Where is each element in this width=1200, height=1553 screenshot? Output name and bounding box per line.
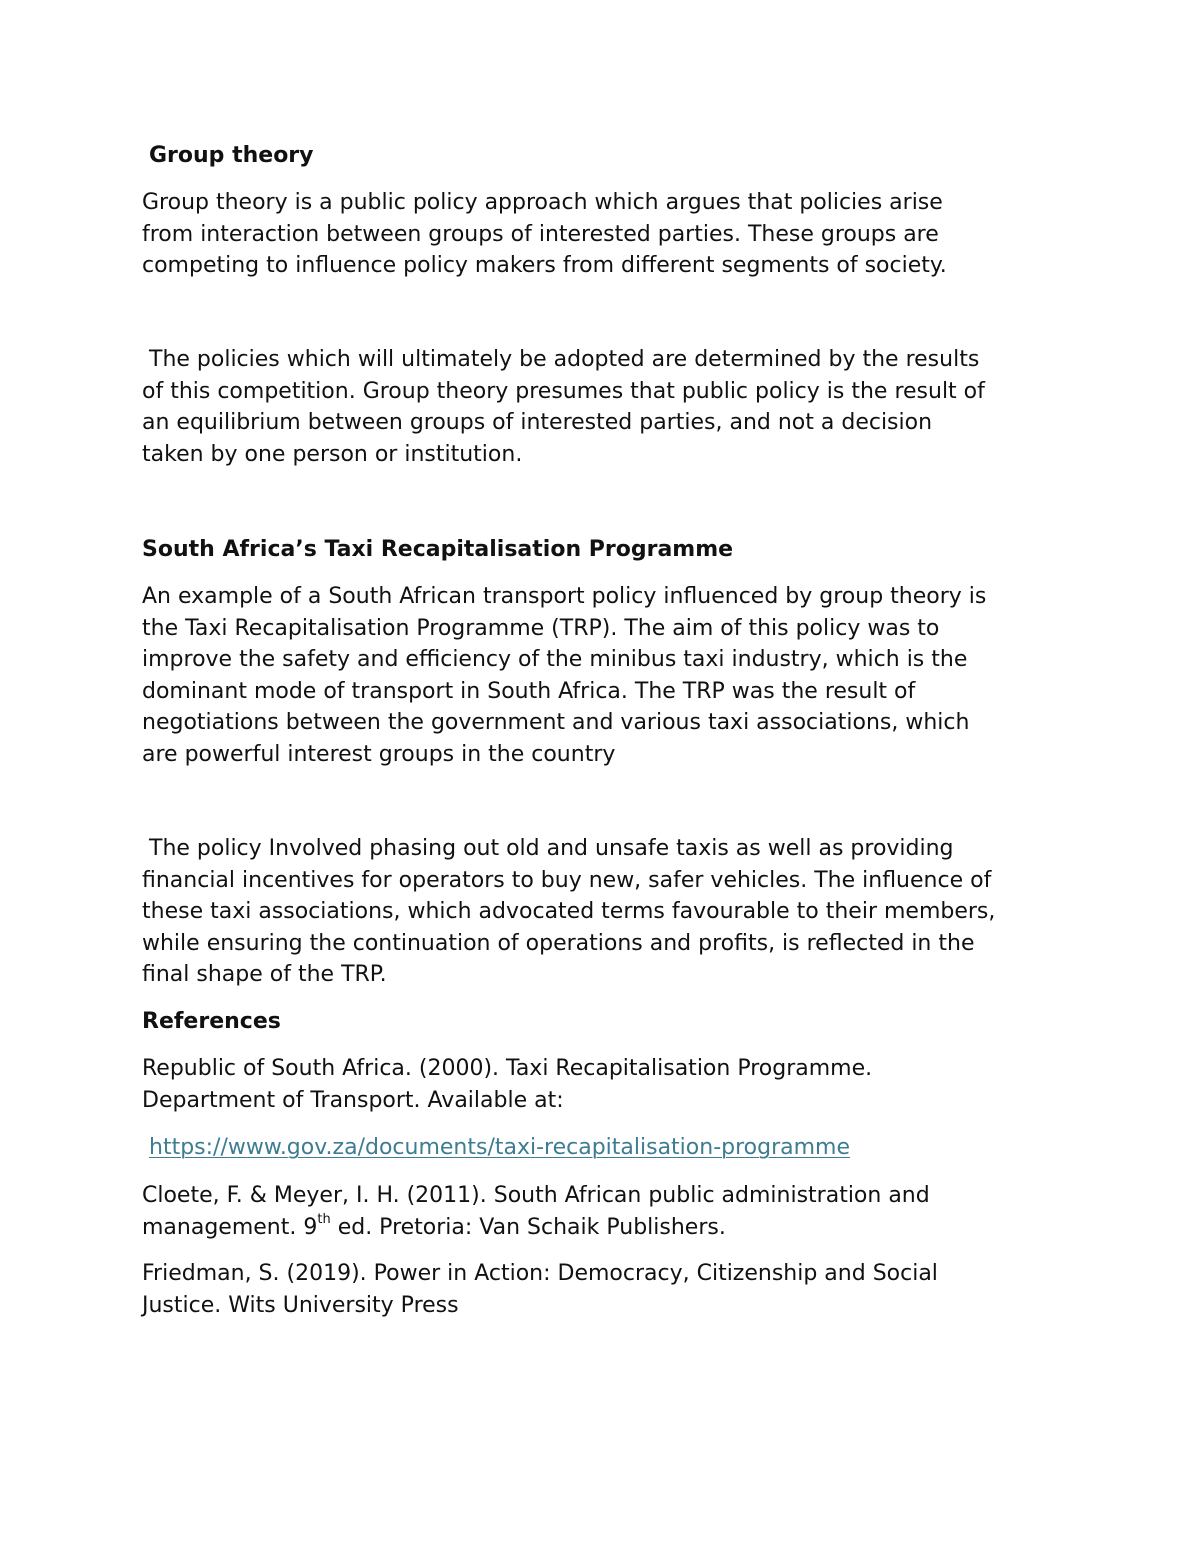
reference-line: Friedman, S. (2019). Power in Action: Democracy, Citizenship and Social [142, 1261, 938, 1286]
reference-line: Republic of South Africa. (2000). Taxi Recapitalisation Programme. [142, 1056, 873, 1081]
reference-2 [142, 1180, 1072, 1243]
reference-text: management. 9 [142, 1214, 318, 1240]
reference-text: ed. Pretoria: Van Schaik Publishers. [330, 1214, 726, 1240]
paragraph-line: taken by one person or institution. [142, 441, 523, 467]
references-heading [142, 1006, 1072, 1038]
trp-paragraph-1 [142, 581, 1072, 770]
reference-1-link-row [142, 1132, 1072, 1164]
paragraph-line: while ensuring the continuation of operations and profits, is reflected in the [142, 930, 975, 956]
paragraph-line: the Taxi Recapitalisation Programme (TRP). The aim of this policy was to [142, 615, 940, 641]
paragraph-line: final shape of the TRP. [142, 962, 387, 987]
paragraph-line: an equilibrium between groups of interested parties, and not a decision [142, 410, 933, 435]
paragraph-line: financial incentives for operators to buy new, safer vehicles. The influence of [142, 867, 992, 893]
group-theory-paragraph-1 [142, 187, 1072, 282]
paragraph-line: negotiations between the government and various taxi associations, which [142, 710, 970, 735]
paragraph-line: improve the safety and efficiency of the minibus taxi industry, which is the [142, 647, 968, 672]
reference-3 [142, 1258, 1072, 1321]
group-theory-paragraph-2 [142, 344, 1072, 470]
paragraph-line: An example of a South African transport policy influenced by group theory is [142, 584, 987, 609]
reference-line [142, 1212, 1072, 1244]
trp-paragraph-2 [142, 833, 1072, 991]
group-theory-heading [142, 140, 1072, 172]
heading-text: References [142, 1009, 281, 1034]
paragraph-line: are powerful interest groups in the country [142, 741, 616, 767]
paragraph-line: dominant mode of transport in South Africa. The TRP was the result of [142, 678, 916, 704]
reference-1 [142, 1053, 1072, 1116]
paragraph-line: The policies which will ultimately be adopted are determined by the results [149, 347, 980, 372]
reference-line: Department of Transport. Available at: [142, 1087, 564, 1113]
heading-text: South Africa’s Taxi Recapitalisation Programme [142, 537, 734, 562]
superscript-text: th [317, 1212, 331, 1228]
reference-link[interactable]: https://www.gov.za/documents/taxi-recapitalisation-programme [149, 1135, 851, 1160]
reference-line: Cloete, F. & Meyer, I. H. (2011). South African public administration and [142, 1183, 930, 1208]
reference-line: Justice. Wits University Press [142, 1292, 459, 1318]
paragraph-line: from interaction between groups of interested parties. These groups are [142, 221, 939, 247]
paragraph-line: these taxi associations, which advocated terms favourable to their members, [142, 899, 996, 924]
paragraph-line: of this competition. Group theory presumes that public policy is the result of [142, 378, 985, 404]
paragraph-line: competing to influence policy makers from different segments of society. [142, 253, 947, 278]
paragraph-line: The policy Involved phasing out old and unsafe taxis as well as providing [149, 836, 954, 861]
trp-heading [142, 534, 1072, 566]
heading-text: Group theory [149, 143, 314, 168]
paragraph-line: Group theory is a public policy approach which argues that policies arise [142, 190, 943, 215]
reference-link-line [142, 1132, 1072, 1164]
